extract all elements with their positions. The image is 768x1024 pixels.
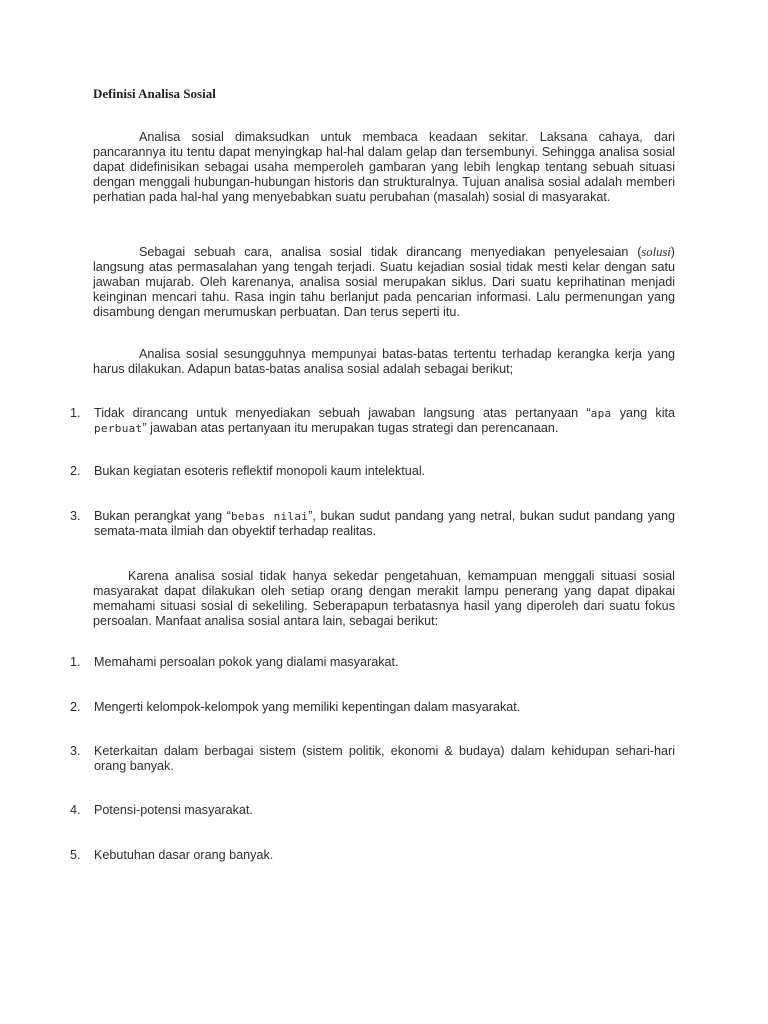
- list-item-text: Bukan kegiatan esoteris reflektif monopoli kaum intelektual.: [94, 464, 426, 478]
- document-title: Definisi Analisa Sosial: [93, 86, 216, 101]
- list-item-text-after: ” jawaban atas pertanyaan itu merupakan tugas strategi dan perencanaan.: [142, 421, 559, 435]
- benefits-list-item: [70, 803, 675, 818]
- list-item-text: [94, 509, 675, 539]
- list-item-text-after: ”, bukan sudut pandang yang netral, bukan sudut pandang yang semata-mata ilmiah dan obyektif terhadap realitas.: [94, 509, 675, 538]
- list-item-number: 1.: [70, 655, 81, 669]
- benefits-list-item: [70, 655, 675, 670]
- paragraph-definition: Analisa sosial dimaksudkan untuk membaca keadaan sekitar. Laksana cahaya, dari pancarannya itu tentu dapat menyingkap hal-hal dalam gelap dan tersembunyi. Sehingga analisa sosial dapat didefinisikan sebagai usaha memperoleh gambaran yang lebih lengkap tentang sebuah situasi dengan menggali hubungan-hubungan historis dan strukturalnya. Tujuan analisa sosial adalah memberi perhatian pada hal-hal yang menyebabkan suatu perubahan (masalah) sosial di masyarakat.: [93, 130, 675, 204]
- limits-list-item: [70, 406, 675, 436]
- list-item-mono-text: perbuat: [94, 422, 143, 435]
- list-item-text: Mengerti kelompok-kelompok yang memiliki kepentingan dalam masyarakat.: [94, 700, 521, 714]
- list-item-mono-text: apa: [590, 407, 612, 420]
- list-item-text: Keterkaitan dalam berbagai sistem (sistem politik, ekonomi & budaya) dalam kehidupan sehari-hari orang banyak.: [94, 744, 675, 773]
- list-item-text-middle: yang kita: [611, 406, 675, 420]
- paragraph-benefits-intro: Karena analisa sosial tidak hanya sekedar pengetahuan, kemampuan menggali situasi sosial masyarakat dapat dilakukan oleh setiap orang dengan merakit lampu penerang yang dapat dipakai memahami situasi sosial di sekeliling. Seberapapun terbatasnya hasil yang diperoleh dari suatu fokus persoalan. Manfaat analisa sosial antara lain, sebagai berikut:: [93, 569, 675, 628]
- paragraph-method-text-after: ) langsung atas permasalahan yang tengah terjadi. Suatu kejadian sosial tidak mesti kelar dengan satu jawaban mujarab. Oleh karenanya, analisa sosial merupakan siklus. Dari suatu keprihatinan menjadi keinginan mencari tahu. Rasa ingin tahu berlanjut pada pencarian informasi. Lalu permenungan yang disambung dengan merumuskan perbuatan. Dan terus seperti itu.: [93, 245, 675, 319]
- list-item-number: 3.: [70, 509, 81, 523]
- paragraph-method-emphasis: solusi: [641, 245, 671, 259]
- benefits-list-item: [70, 848, 675, 863]
- list-item-number: 1.: [70, 406, 81, 420]
- list-item-number: 5.: [70, 848, 81, 862]
- list-item-text-before: Bukan perangkat yang “: [94, 509, 231, 523]
- list-item-number: 2.: [70, 700, 81, 714]
- list-item-mono-text: bebas nilai: [230, 510, 309, 523]
- benefits-list-item: [70, 700, 675, 715]
- list-item-number: 2.: [70, 464, 81, 478]
- paragraph-limits-intro: Analisa sosial sesungguhnya mempunyai batas-batas tertentu terhadap kerangka kerja yang harus dilakukan. Adapun batas-batas analisa sosial adalah sebagai berikut;: [93, 347, 675, 376]
- paragraph-method: [93, 245, 675, 320]
- list-item-text: [94, 406, 675, 436]
- list-item-number: 3.: [70, 744, 81, 758]
- list-item-text: Memahami persoalan pokok yang dialami masyarakat.: [94, 655, 399, 669]
- list-item-text: Potensi-potensi masyarakat.: [94, 803, 253, 817]
- paragraph-method-text-before: Sebagai sebuah cara, analisa sosial tidak dirancang menyediakan penyelesaian (: [139, 245, 642, 259]
- list-item-number: 4.: [70, 803, 81, 817]
- list-item-text: Kebutuhan dasar orang banyak.: [94, 848, 274, 862]
- benefits-list-item: [70, 744, 675, 774]
- list-item-text-before: Tidak dirancang untuk menyediakan sebuah jawaban langsung atas pertanyaan “: [94, 406, 591, 420]
- limits-list-item: [70, 509, 675, 539]
- limits-list-item: [70, 464, 675, 479]
